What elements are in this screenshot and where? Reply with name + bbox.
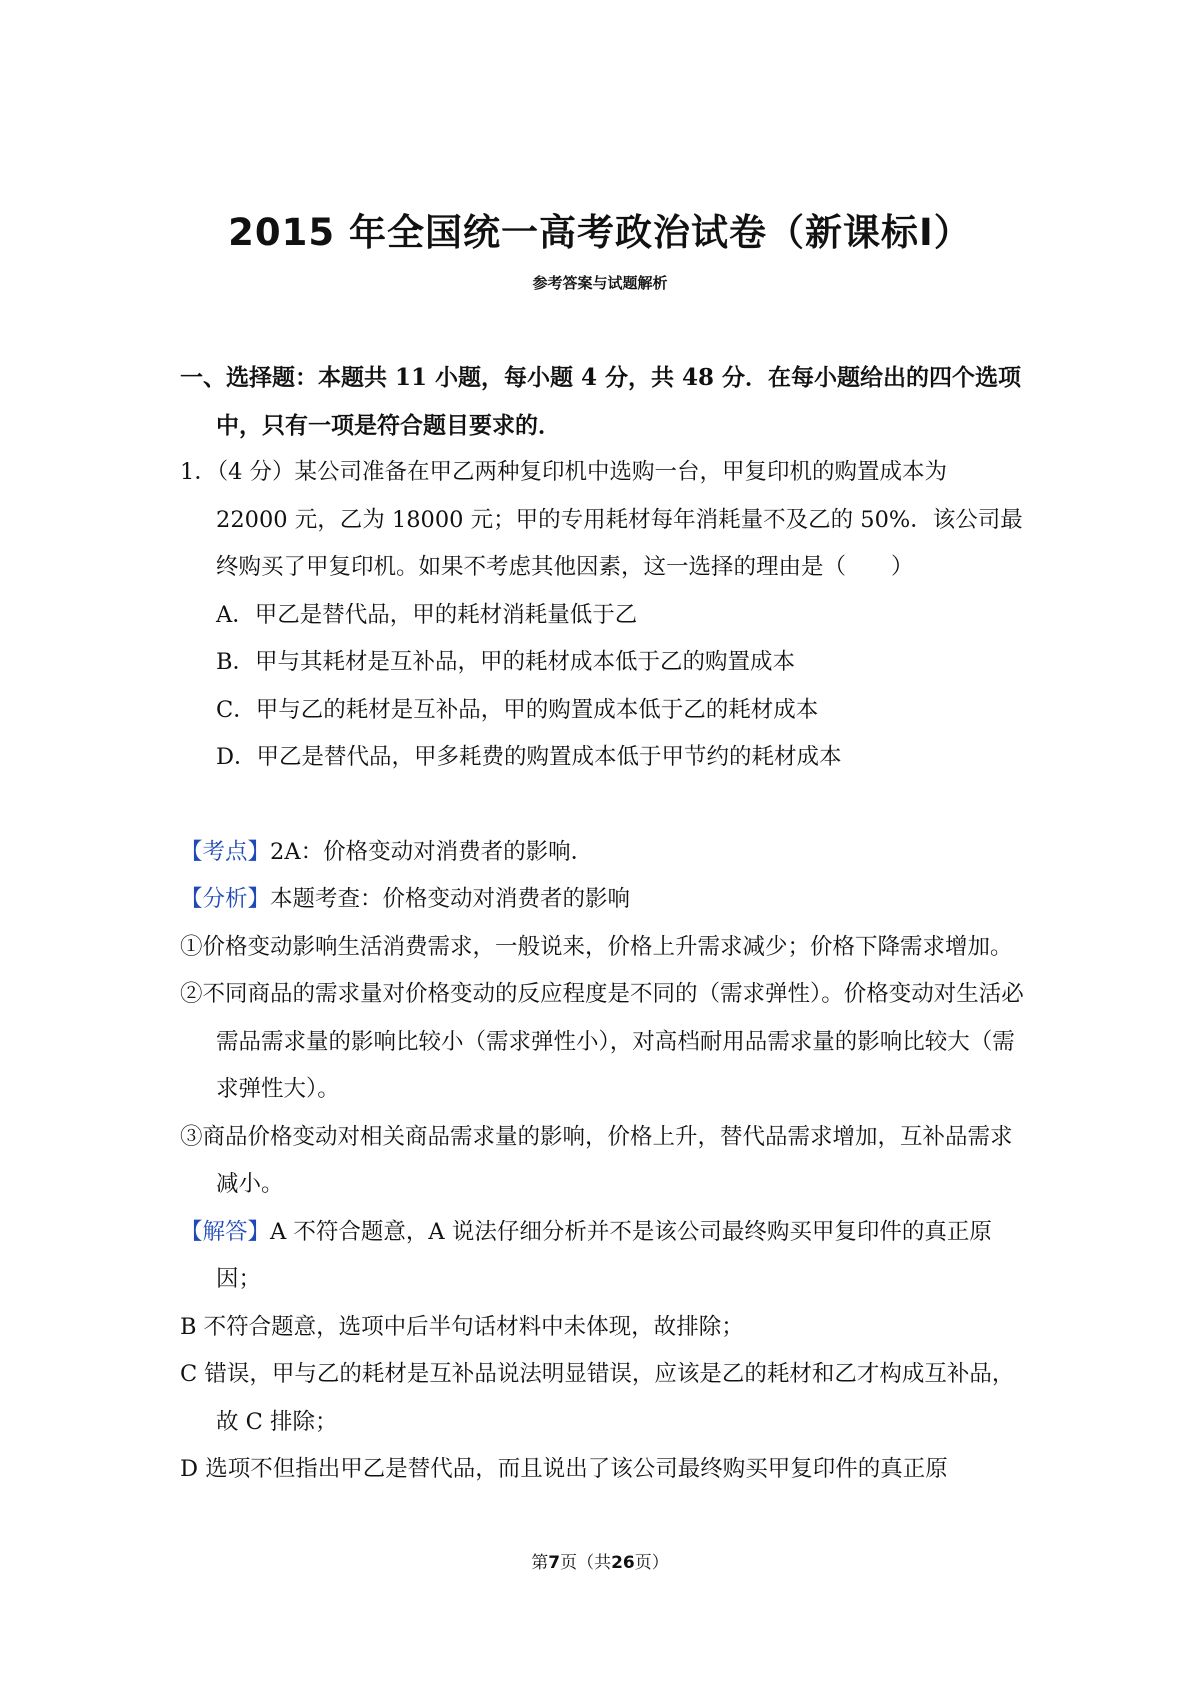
footer-middle: 页（共 xyxy=(560,1553,612,1573)
kaodian-text: 2A：价格变动对消费者的影响． xyxy=(270,838,594,865)
option-d: D．甲乙是替代品，甲多耗费的购置成本低于甲节约的耗材成本 xyxy=(216,744,842,770)
analysis-point-3: ③商品价格变动对相关商品需求量的影响，价格上升，替代品需求增加，互补品需求减小。 xyxy=(180,1123,1013,1197)
kaodian-line xyxy=(180,829,1025,877)
answer-line-b: B 不符合题意，选项中后半句话材料中未体现，故排除； xyxy=(180,1313,744,1340)
section-heading: 一、选择题：本题共 11 小题，每小题 4 分，共 48 分．在每小题给出的四个选项中，只有一项是符合题目要求的． xyxy=(180,364,1022,439)
jieda-tag: 【解答】 xyxy=(180,1218,271,1245)
fenxi-tag: 【分析】 xyxy=(180,886,271,912)
spacer xyxy=(180,782,1025,829)
option-b: B．甲与其耗材是互补品，甲的耗材成本低于乙的购置成本 xyxy=(216,649,796,675)
footer-suffix: 页） xyxy=(634,1553,669,1573)
answer-line-d: D 选项不但指出甲乙是替代品，而且说出了该公司最终购买甲复印件的真正原 xyxy=(180,1456,948,1482)
kaodian-tag: 【考点】 xyxy=(180,838,271,865)
fenxi-text: 本题考查：价格变动对消费者的影响 xyxy=(270,886,631,912)
option-c: C．甲与乙的耗材是互补品，甲的购置成本低于乙的耗材成本 xyxy=(216,696,819,723)
fenxi-line xyxy=(180,876,1025,924)
analysis-point-1: ①价格变动影响生活消费需求，一般说来，价格上升需求减少；价格下降需求增加。 xyxy=(180,933,1013,960)
page-title: 2015 年全国统一高考政治试卷（新课标Ⅰ） xyxy=(228,211,972,254)
jieda-line xyxy=(180,1209,1025,1304)
question-stem: 1．（4 分）某公司准备在甲乙两种复印机中选购一台，甲复印机的购置成本为 22000 元，乙为 18000 元；甲的专用耗材每年消耗量不及乙的 50%．该公司最终购买了甲复印机。如果不考虑其他因素，这一选择的理由是（ ） xyxy=(180,459,1023,580)
page-footer xyxy=(0,1548,1200,1573)
page-subtitle: 参考答案与试题解析 xyxy=(532,274,668,292)
footer-prefix: 第 xyxy=(531,1553,549,1573)
footer-page-number: 7 xyxy=(548,1553,561,1573)
answer-line-c: C 错误，甲与乙的耗材是互补品说法明显错误，应该是乙的耗材和乙才构成互补品，故 C 排除； xyxy=(180,1361,1015,1435)
footer-total-pages: 26 xyxy=(611,1553,635,1573)
jieda-text: A 不符合题意，A 说法仔细分析并不是该公司最终购买甲复印件的真正原因； xyxy=(216,1218,992,1292)
main-content xyxy=(180,354,1025,1494)
analysis-point-2: ②不同商品的需求量对价格变动的反应程度是不同的（需求弹性）。价格变动对生活必需品需求量的影响比较小（需求弹性小），对高档耐用品需求量的影响比较大（需求弹性大）。 xyxy=(180,981,1024,1102)
option-a: A．甲乙是替代品，甲的耗材消耗量低于乙 xyxy=(216,601,638,628)
